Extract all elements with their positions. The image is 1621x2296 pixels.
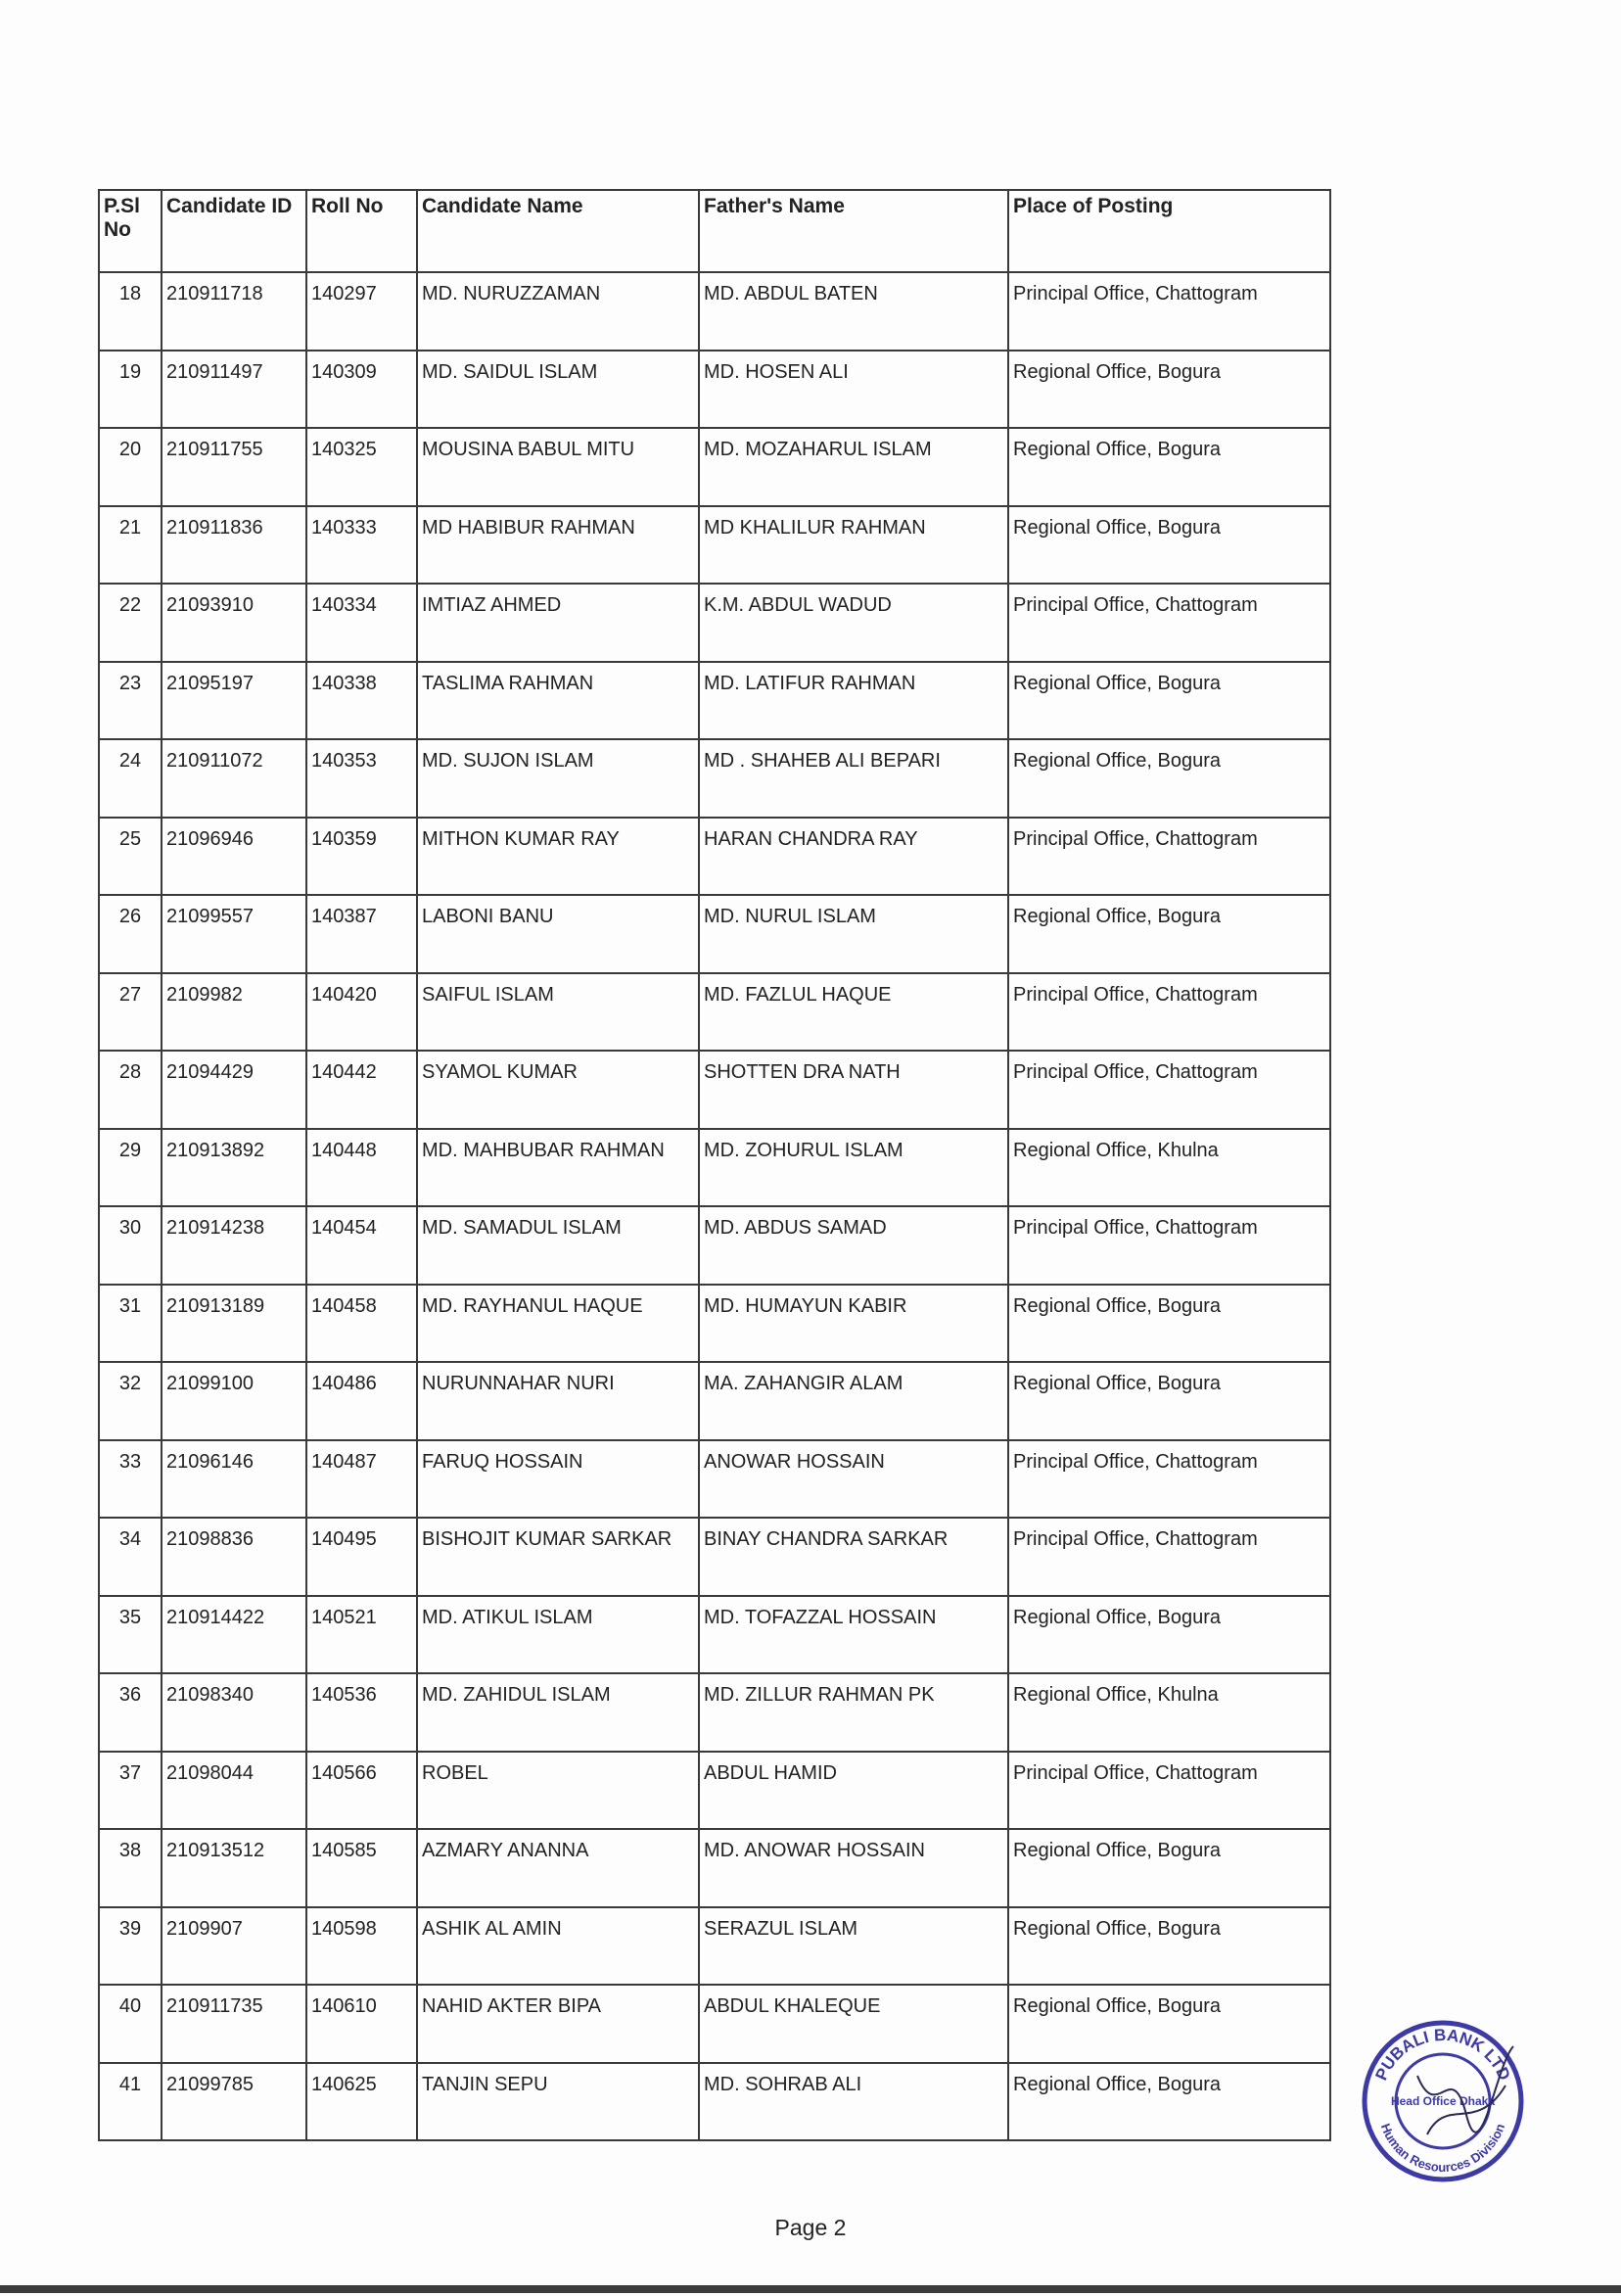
cell-candidate-name: TANJIN SEPU <box>417 2063 699 2141</box>
cell-place-of-posting: Regional Office, Bogura <box>1008 2063 1330 2141</box>
cell-candidate-name: MD. NURUZZAMAN <box>417 272 699 351</box>
cell-candidate-id: 210914238 <box>162 1206 306 1285</box>
seal-center-text: Head Office Dhaka <box>1390 2094 1496 2108</box>
cell-candidate-name: MD. ZAHIDUL ISLAM <box>417 1673 699 1752</box>
cell-candidate-name: IMTIAZ AHMED <box>417 584 699 662</box>
column-header-place-of-posting: Place of Posting <box>1008 190 1330 272</box>
cell-candidate-name: MD. SAMADUL ISLAM <box>417 1206 699 1285</box>
table-row <box>99 1518 1330 1596</box>
column-header-candidate-id: Candidate ID <box>162 190 306 272</box>
cell-fathers-name: MA. ZAHANGIR ALAM <box>699 1362 1008 1440</box>
official-seal-stamp <box>1359 2017 1527 2185</box>
cell-place-of-posting: Principal Office, Chattogram <box>1008 973 1330 1052</box>
table-row <box>99 1285 1330 1363</box>
cell-candidate-name: MITHON KUMAR RAY <box>417 818 699 896</box>
cell-place-of-posting: Principal Office, Chattogram <box>1008 1752 1330 1830</box>
cell-place-of-posting: Regional Office, Bogura <box>1008 506 1330 585</box>
cell-roll-no: 140338 <box>306 662 417 740</box>
table-row <box>99 818 1330 896</box>
cell-place-of-posting: Regional Office, Bogura <box>1008 1907 1330 1986</box>
cell-candidate-name: MD HABIBUR RAHMAN <box>417 506 699 585</box>
cell-candidate-id: 21098836 <box>162 1518 306 1596</box>
cell-candidate-id: 2109982 <box>162 973 306 1052</box>
cell-place-of-posting: Regional Office, Bogura <box>1008 662 1330 740</box>
cell-fathers-name: HARAN CHANDRA RAY <box>699 818 1008 896</box>
table-row <box>99 1985 1330 2063</box>
cell-candidate-name: BISHOJIT KUMAR SARKAR <box>417 1518 699 1596</box>
cell-roll-no: 140333 <box>306 506 417 585</box>
cell-fathers-name: MD. HUMAYUN KABIR <box>699 1285 1008 1363</box>
cell-candidate-id: 210911836 <box>162 506 306 585</box>
cell-fathers-name: BINAY CHANDRA SARKAR <box>699 1518 1008 1596</box>
cell-roll-no: 140387 <box>306 895 417 973</box>
cell-psl: 41 <box>99 2063 162 2141</box>
cell-roll-no: 140420 <box>306 973 417 1052</box>
cell-candidate-id: 210911497 <box>162 351 306 429</box>
cell-psl: 35 <box>99 1596 162 1674</box>
cell-psl: 33 <box>99 1440 162 1519</box>
cell-candidate-name: MD. SAIDUL ISLAM <box>417 351 699 429</box>
table-row <box>99 272 1330 351</box>
cell-roll-no: 140521 <box>306 1596 417 1674</box>
cell-roll-no: 140486 <box>306 1362 417 1440</box>
column-header-psl: P.Sl No <box>99 190 162 272</box>
cell-place-of-posting: Regional Office, Bogura <box>1008 1829 1330 1907</box>
cell-candidate-id: 21098044 <box>162 1752 306 1830</box>
cell-fathers-name: MD. ABDUS SAMAD <box>699 1206 1008 1285</box>
cell-fathers-name: MD. SOHRAB ALI <box>699 2063 1008 2141</box>
seal-top-text: PUBALI BANK LTD <box>1371 2025 1514 2084</box>
scan-edge-shadow <box>0 2285 1621 2293</box>
cell-place-of-posting: Regional Office, Bogura <box>1008 1362 1330 1440</box>
cell-place-of-posting: Regional Office, Bogura <box>1008 351 1330 429</box>
cell-roll-no: 140454 <box>306 1206 417 1285</box>
cell-candidate-id: 210911718 <box>162 272 306 351</box>
cell-place-of-posting: Principal Office, Chattogram <box>1008 1051 1330 1129</box>
cell-psl: 19 <box>99 351 162 429</box>
cell-candidate-name: MD. SUJON ISLAM <box>417 739 699 818</box>
column-header-candidate-name: Candidate Name <box>417 190 699 272</box>
cell-psl: 22 <box>99 584 162 662</box>
cell-candidate-name: LABONI BANU <box>417 895 699 973</box>
cell-roll-no: 140585 <box>306 1829 417 1907</box>
cell-psl: 40 <box>99 1985 162 2063</box>
cell-place-of-posting: Principal Office, Chattogram <box>1008 1206 1330 1285</box>
cell-place-of-posting: Regional Office, Khulna <box>1008 1129 1330 1207</box>
table-body <box>99 272 1330 2140</box>
table-row <box>99 739 1330 818</box>
cell-roll-no: 140448 <box>306 1129 417 1207</box>
cell-roll-no: 140309 <box>306 351 417 429</box>
cell-candidate-id: 21094429 <box>162 1051 306 1129</box>
table-row <box>99 506 1330 585</box>
cell-candidate-name: ASHIK AL AMIN <box>417 1907 699 1986</box>
cell-place-of-posting: Regional Office, Bogura <box>1008 1285 1330 1363</box>
cell-roll-no: 140495 <box>306 1518 417 1596</box>
cell-candidate-name: MOUSINA BABUL MITU <box>417 428 699 506</box>
table-header-row <box>99 190 1330 272</box>
cell-candidate-id: 21098340 <box>162 1673 306 1752</box>
table-row <box>99 1129 1330 1207</box>
cell-place-of-posting: Principal Office, Chattogram <box>1008 1518 1330 1596</box>
cell-candidate-name: TASLIMA RAHMAN <box>417 662 699 740</box>
cell-fathers-name: MD. MOZAHARUL ISLAM <box>699 428 1008 506</box>
cell-psl: 38 <box>99 1829 162 1907</box>
cell-candidate-id: 210913892 <box>162 1129 306 1207</box>
cell-fathers-name: MD. ZOHURUL ISLAM <box>699 1129 1008 1207</box>
cell-psl: 23 <box>99 662 162 740</box>
cell-candidate-name: AZMARY ANANNA <box>417 1829 699 1907</box>
cell-place-of-posting: Regional Office, Bogura <box>1008 739 1330 818</box>
cell-candidate-id: 21096146 <box>162 1440 306 1519</box>
cell-psl: 30 <box>99 1206 162 1285</box>
table-row <box>99 1206 1330 1285</box>
cell-psl: 34 <box>99 1518 162 1596</box>
cell-psl: 31 <box>99 1285 162 1363</box>
cell-fathers-name: MD . SHAHEB ALI BEPARI <box>699 739 1008 818</box>
table-row <box>99 1051 1330 1129</box>
cell-candidate-id: 21099557 <box>162 895 306 973</box>
table-row <box>99 973 1330 1052</box>
cell-fathers-name: MD. NURUL ISLAM <box>699 895 1008 973</box>
cell-roll-no: 140487 <box>306 1440 417 1519</box>
column-header-fathers-name: Father's Name <box>699 190 1008 272</box>
table-row <box>99 1673 1330 1752</box>
cell-psl: 29 <box>99 1129 162 1207</box>
table-row <box>99 428 1330 506</box>
cell-candidate-id: 21096946 <box>162 818 306 896</box>
cell-fathers-name: MD. ABDUL BATEN <box>699 272 1008 351</box>
cell-candidate-name: FARUQ HOSSAIN <box>417 1440 699 1519</box>
cell-fathers-name: MD KHALILUR RAHMAN <box>699 506 1008 585</box>
cell-psl: 21 <box>99 506 162 585</box>
cell-candidate-id: 210914422 <box>162 1596 306 1674</box>
cell-candidate-id: 210911072 <box>162 739 306 818</box>
table-row <box>99 2063 1330 2141</box>
cell-roll-no: 140536 <box>306 1673 417 1752</box>
cell-roll-no: 140353 <box>306 739 417 818</box>
cell-fathers-name: MD. HOSEN ALI <box>699 351 1008 429</box>
cell-psl: 18 <box>99 272 162 351</box>
cell-candidate-name: SYAMOL KUMAR <box>417 1051 699 1129</box>
table-row <box>99 1596 1330 1674</box>
cell-candidate-name: NURUNNAHAR NURI <box>417 1362 699 1440</box>
table-row <box>99 351 1330 429</box>
table-row <box>99 1829 1330 1907</box>
cell-psl: 39 <box>99 1907 162 1986</box>
table-row <box>99 662 1330 740</box>
cell-roll-no: 140334 <box>306 584 417 662</box>
cell-roll-no: 140359 <box>306 818 417 896</box>
cell-candidate-name: MD. ATIKUL ISLAM <box>417 1596 699 1674</box>
cell-roll-no: 140442 <box>306 1051 417 1129</box>
cell-psl: 37 <box>99 1752 162 1830</box>
cell-candidate-id: 21099100 <box>162 1362 306 1440</box>
cell-place-of-posting: Regional Office, Bogura <box>1008 428 1330 506</box>
cell-roll-no: 140610 <box>306 1985 417 2063</box>
cell-psl: 26 <box>99 895 162 973</box>
cell-psl: 24 <box>99 739 162 818</box>
cell-fathers-name: MD. ZILLUR RAHMAN PK <box>699 1673 1008 1752</box>
cell-psl: 25 <box>99 818 162 896</box>
cell-place-of-posting: Principal Office, Chattogram <box>1008 818 1330 896</box>
cell-psl: 32 <box>99 1362 162 1440</box>
table-row <box>99 1907 1330 1986</box>
table-row <box>99 584 1330 662</box>
cell-fathers-name: ANOWAR HOSSAIN <box>699 1440 1008 1519</box>
cell-roll-no: 140566 <box>306 1752 417 1830</box>
cell-place-of-posting: Regional Office, Bogura <box>1008 1985 1330 2063</box>
cell-roll-no: 140297 <box>306 272 417 351</box>
cell-candidate-name: ROBEL <box>417 1752 699 1830</box>
cell-candidate-id: 210911755 <box>162 428 306 506</box>
cell-fathers-name: K.M. ABDUL WADUD <box>699 584 1008 662</box>
cell-place-of-posting: Principal Office, Chattogram <box>1008 1440 1330 1519</box>
cell-fathers-name: MD. ANOWAR HOSSAIN <box>699 1829 1008 1907</box>
cell-psl: 27 <box>99 973 162 1052</box>
cell-fathers-name: SHOTTEN DRA NATH <box>699 1051 1008 1129</box>
table-row <box>99 1440 1330 1519</box>
cell-candidate-name: SAIFUL ISLAM <box>417 973 699 1052</box>
table-row <box>99 895 1330 973</box>
cell-place-of-posting: Principal Office, Chattogram <box>1008 272 1330 351</box>
candidate-posting-table <box>98 189 1331 2141</box>
cell-fathers-name: ABDUL HAMID <box>699 1752 1008 1830</box>
cell-psl: 20 <box>99 428 162 506</box>
cell-candidate-name: MD. RAYHANUL HAQUE <box>417 1285 699 1363</box>
page-number: Page 2 <box>774 2215 847 2240</box>
cell-place-of-posting: Regional Office, Bogura <box>1008 895 1330 973</box>
cell-candidate-name: MD. MAHBUBAR RAHMAN <box>417 1129 699 1207</box>
cell-candidate-name: NAHID AKTER BIPA <box>417 1985 699 2063</box>
cell-fathers-name: ABDUL KHALEQUE <box>699 1985 1008 2063</box>
cell-candidate-id: 21095197 <box>162 662 306 740</box>
cell-candidate-id: 210911735 <box>162 1985 306 2063</box>
cell-candidate-id: 210913189 <box>162 1285 306 1363</box>
cell-candidate-id: 210913512 <box>162 1829 306 1907</box>
cell-candidate-id: 21093910 <box>162 584 306 662</box>
cell-fathers-name: MD. TOFAZZAL HOSSAIN <box>699 1596 1008 1674</box>
cell-roll-no: 140625 <box>306 2063 417 2141</box>
cell-psl: 28 <box>99 1051 162 1129</box>
table-row <box>99 1752 1330 1830</box>
cell-fathers-name: SERAZUL ISLAM <box>699 1907 1008 1986</box>
cell-roll-no: 140325 <box>306 428 417 506</box>
table-row <box>99 1362 1330 1440</box>
cell-candidate-id: 21099785 <box>162 2063 306 2141</box>
cell-psl: 36 <box>99 1673 162 1752</box>
seal-bottom-text: Human Resources Division <box>1377 2121 1508 2176</box>
column-header-roll-no: Roll No <box>306 190 417 272</box>
cell-roll-no: 140598 <box>306 1907 417 1986</box>
cell-place-of-posting: Regional Office, Bogura <box>1008 1596 1330 1674</box>
cell-fathers-name: MD. LATIFUR RAHMAN <box>699 662 1008 740</box>
cell-roll-no: 140458 <box>306 1285 417 1363</box>
cell-candidate-id: 2109907 <box>162 1907 306 1986</box>
cell-place-of-posting: Regional Office, Khulna <box>1008 1673 1330 1752</box>
cell-place-of-posting: Principal Office, Chattogram <box>1008 584 1330 662</box>
cell-fathers-name: MD. FAZLUL HAQUE <box>699 973 1008 1052</box>
